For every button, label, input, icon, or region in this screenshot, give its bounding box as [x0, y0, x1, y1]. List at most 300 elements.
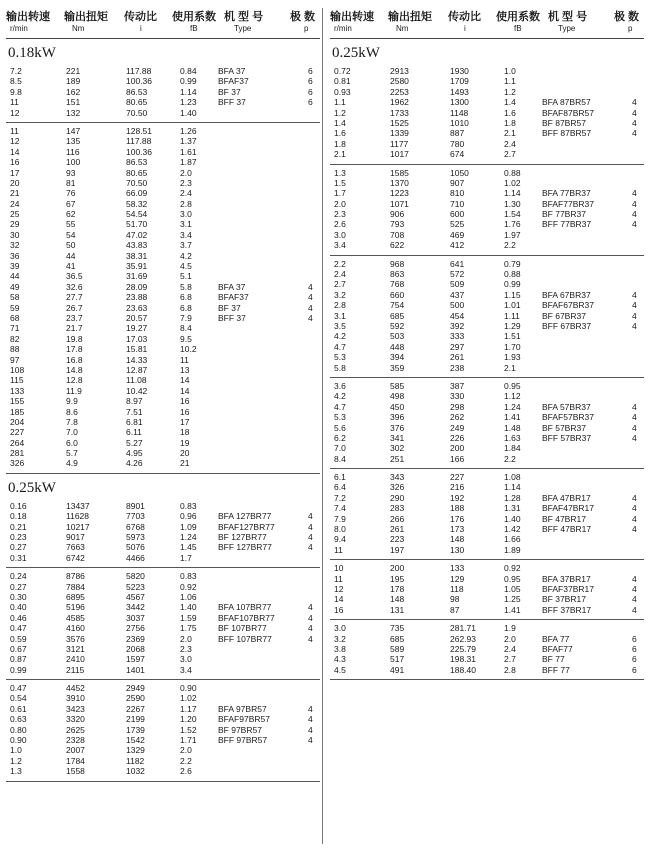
factor-cell: 2.3 — [180, 177, 192, 188]
factor-cell: 1.59 — [180, 612, 197, 623]
factor-cell: 2.1 — [504, 362, 516, 373]
column-divider — [322, 8, 323, 844]
pole-list — [308, 602, 313, 644]
ratio-cell: 80.65 — [126, 167, 148, 178]
ratio-cell: 12.87 — [126, 364, 148, 375]
table-row — [6, 735, 320, 745]
table-row — [6, 126, 320, 136]
torque-cell: 1525 — [390, 117, 409, 128]
factor-cell: 6.8 — [180, 302, 192, 313]
table-row — [330, 108, 644, 118]
ratio-label: 传动比 — [124, 11, 157, 23]
torque-cell: 26.7 — [66, 302, 83, 313]
factor-cell: 2.2 — [504, 240, 516, 251]
gearbox-group — [330, 256, 644, 378]
speed-cell: 8.4 — [334, 453, 346, 464]
torque-cell: 7.0 — [66, 427, 78, 438]
ratio-cell: 1542 — [126, 735, 145, 746]
ratio-cell: 780 — [450, 138, 465, 149]
ratio-cell: 148 — [450, 534, 465, 545]
torque-cell: 223 — [390, 534, 405, 545]
ratio-cell: 20.57 — [126, 312, 148, 323]
torque-cell: 754 — [390, 300, 405, 311]
pole-count: 6 — [308, 76, 313, 87]
model-type: BFA 37 — [218, 281, 246, 292]
factor-cell: 1.14 — [504, 482, 521, 493]
factor-label: 使用系数 — [496, 11, 540, 23]
speed-cell: 0.61 — [10, 703, 27, 714]
factor-cell: 1.7 — [180, 552, 192, 563]
table-row — [330, 634, 644, 644]
torque-cell: 4.9 — [66, 458, 78, 469]
factor-cell: 5.8 — [180, 281, 192, 292]
factor-cell: 0.83 — [180, 571, 197, 582]
model-type: BFF 107BR77 — [218, 633, 272, 644]
model-type: BF 47BR17 — [542, 513, 586, 524]
pole-count: 4 — [308, 703, 313, 714]
torque-cell: 13437 — [66, 500, 90, 511]
speed-cell: 281 — [10, 448, 25, 459]
ratio-cell: 1597 — [126, 654, 145, 665]
model-unit: Type — [558, 24, 576, 33]
factor-cell: 1.9 — [504, 623, 516, 634]
gearbox-group — [6, 680, 320, 782]
speed-cell: 25 — [10, 209, 20, 220]
model-list — [218, 66, 249, 108]
speed-cell: 10 — [334, 563, 344, 574]
pole-list — [308, 511, 313, 553]
torque-cell: 10217 — [66, 521, 90, 532]
model-list — [218, 282, 249, 324]
speed-cell: 2.8 — [334, 300, 346, 311]
model-list — [218, 704, 270, 746]
pole-count: 4 — [632, 219, 637, 230]
ratio-cell: 216 — [450, 482, 465, 493]
pole-count: 4 — [632, 117, 637, 128]
torque-cell: 14.8 — [66, 364, 83, 375]
factor-cell: 1.31 — [504, 503, 521, 514]
table-row — [6, 219, 320, 229]
ratio-cell: 8.97 — [126, 396, 143, 407]
torque-cell: 6.0 — [66, 437, 78, 448]
model-type: BFF 77BR37 — [542, 219, 592, 230]
factor-cell: 1.08 — [504, 472, 521, 483]
speed-cell: 0.63 — [10, 714, 27, 725]
ratio-cell: 5076 — [126, 542, 145, 553]
ratio-cell: 572 — [450, 269, 465, 280]
ratio-cell: 19.27 — [126, 323, 148, 334]
table-row — [6, 417, 320, 427]
torque-cell: 1071 — [390, 198, 409, 209]
torque-cell: 8786 — [66, 571, 85, 582]
factor-cell: 1.17 — [180, 703, 197, 714]
table-row — [330, 391, 644, 401]
ratio-cell: 176 — [450, 513, 465, 524]
table-row — [330, 563, 644, 573]
torque-cell: 1339 — [390, 128, 409, 139]
pole-list — [632, 634, 637, 676]
ratio-cell: 225.79 — [450, 643, 476, 654]
torque-cell: 54 — [66, 229, 76, 240]
model-type: BF 107BR77 — [218, 623, 267, 634]
factor-cell: 1.28 — [504, 492, 521, 503]
speed-cell: 0.99 — [10, 664, 27, 675]
torque-cell: 2253 — [390, 86, 409, 97]
ratio-cell: 58.32 — [126, 198, 148, 209]
factor-cell: 1.40 — [180, 107, 197, 118]
table-row — [6, 355, 320, 365]
factor-cell: 2.7 — [504, 149, 516, 160]
table-row — [330, 300, 644, 310]
table-row — [330, 524, 644, 534]
pole-count: 6 — [632, 633, 637, 644]
ratio-cell: 38.31 — [126, 250, 148, 261]
ratio-cell: 674 — [450, 149, 465, 160]
factor-cell: 0.99 — [180, 76, 197, 87]
ratio-cell: 454 — [450, 310, 465, 321]
ratio-cell: 641 — [450, 258, 465, 269]
ratio-unit: i — [140, 24, 142, 33]
speed-cell: 1.5 — [334, 177, 346, 188]
factor-cell: 1.37 — [180, 136, 197, 147]
torque-cell: 1223 — [390, 188, 409, 199]
speed-cell: 4.7 — [334, 341, 346, 352]
pole-count: 4 — [308, 302, 313, 313]
model-type: BFF 57BR37 — [542, 432, 592, 443]
model-type: BF 57BR37 — [542, 422, 586, 433]
factor-unit: fB — [190, 24, 198, 33]
speed-cell: 3.2 — [334, 289, 346, 300]
ratio-cell: 23.63 — [126, 302, 148, 313]
ratio-cell: 261 — [450, 352, 465, 363]
factor-cell: 2.0 — [180, 633, 192, 644]
table-row — [330, 259, 644, 269]
table-row — [330, 219, 644, 229]
factor-cell: 1.30 — [504, 198, 521, 209]
factor-cell: 1.26 — [180, 125, 197, 136]
ratio-cell: 7703 — [126, 511, 145, 522]
factor-cell: 16 — [180, 396, 190, 407]
speed-cell: 68 — [10, 312, 20, 323]
torque-cell: 685 — [390, 633, 405, 644]
ratio-cell: 238 — [450, 362, 465, 373]
speed-cell: 97 — [10, 354, 20, 365]
speed-cell: 20 — [10, 177, 20, 188]
torque-cell: 326 — [390, 482, 405, 493]
speed-cell: 3.5 — [334, 320, 346, 331]
model-type: BFAF67BR37 — [542, 300, 594, 311]
pole-list — [308, 66, 313, 108]
table-row — [6, 209, 320, 219]
ratio-cell: 87 — [450, 604, 460, 615]
factor-cell: 2.0 — [504, 633, 516, 644]
torque-cell: 503 — [390, 331, 405, 342]
ratio-cell: 15.81 — [126, 344, 148, 355]
speed-cell: 36 — [10, 250, 20, 261]
torque-cell: 1733 — [390, 107, 409, 118]
factor-cell: 1.41 — [504, 604, 521, 615]
torque-cell: 11628 — [66, 511, 90, 522]
factor-cell: 1.70 — [504, 341, 521, 352]
gearbox-group — [330, 620, 644, 680]
ratio-cell: 86.53 — [126, 86, 148, 97]
speed-cell: 21 — [10, 188, 20, 199]
poles-unit: p — [304, 24, 309, 33]
pole-count: 4 — [632, 321, 637, 331]
table-row — [330, 381, 644, 391]
table-row — [330, 66, 644, 76]
speed-cell: 0.18 — [10, 511, 27, 522]
power-section-title: 0.25kW — [8, 479, 56, 496]
pole-count: 4 — [308, 292, 313, 303]
torque-cell: 2625 — [66, 724, 85, 735]
ratio-cell: 118 — [450, 583, 464, 594]
ratio-cell: 133 — [450, 563, 465, 574]
ratio-cell: 2199 — [126, 714, 145, 725]
table-row — [6, 427, 320, 437]
factor-cell: 3.0 — [180, 209, 192, 220]
speed-cell: 6.1 — [334, 472, 346, 483]
ratio-cell: 281.71 — [450, 623, 476, 634]
ratio-cell: 226 — [450, 432, 465, 443]
factor-cell: 1.61 — [180, 146, 197, 157]
model-type: BFAF87BR57 — [542, 107, 594, 118]
table-row — [6, 136, 320, 146]
factor-cell: 1.89 — [504, 544, 521, 555]
pole-count: 4 — [308, 612, 313, 623]
table-row — [6, 230, 320, 240]
factor-cell: 1.06 — [180, 591, 197, 602]
ratio-cell: 31.69 — [126, 271, 148, 282]
model-type: BFAF37BR17 — [542, 583, 594, 594]
torque-cell: 589 — [390, 643, 405, 654]
torque-cell: 3320 — [66, 714, 85, 725]
speed-cell: 88 — [10, 344, 20, 355]
speed-cell: 0.24 — [10, 571, 27, 582]
torque-cell: 266 — [390, 513, 405, 524]
model-type: BFAF97BR57 — [218, 714, 270, 725]
model-type: BFF 67BR37 — [542, 321, 592, 331]
ratio-unit: i — [464, 24, 466, 33]
gearbox-group — [330, 560, 644, 620]
table-row — [330, 269, 644, 279]
torque-cell: 1177 — [390, 138, 409, 149]
ratio-cell: 227 — [450, 472, 465, 483]
factor-cell: 4.5 — [180, 261, 192, 272]
torque-cell: 906 — [390, 209, 405, 220]
ratio-cell: 4.26 — [126, 458, 143, 469]
table-row — [6, 323, 320, 333]
table-row — [330, 584, 644, 594]
ratio-cell: 4567 — [126, 591, 145, 602]
torque-cell: 7884 — [66, 581, 85, 592]
pole-count: 4 — [632, 97, 637, 108]
model-type: BF 127BR77 — [218, 532, 267, 543]
model-type: BFA 77BR37 — [542, 188, 591, 199]
torque-cell: 793 — [390, 219, 405, 230]
pole-list — [632, 97, 637, 139]
speed-cell: 8.5 — [10, 76, 22, 87]
torque-cell: 19.8 — [66, 333, 83, 344]
speed-cell: 12 — [334, 583, 344, 594]
table-row — [330, 149, 644, 159]
torque-cell: 3910 — [66, 693, 85, 704]
pole-count: 4 — [308, 313, 313, 324]
model-type: BF 87BR57 — [542, 117, 586, 128]
gearbox-group — [330, 469, 644, 560]
ratio-cell: 166 — [450, 453, 465, 464]
torque-cell: 660 — [390, 289, 405, 300]
speed-cell: 58 — [10, 292, 20, 303]
table-row — [330, 623, 644, 633]
table-row — [6, 178, 320, 188]
table-row — [330, 342, 644, 352]
speed-cell: 11 — [10, 97, 19, 108]
torque-cell: 768 — [390, 279, 405, 290]
speed-unit: r/min — [10, 24, 28, 33]
table-row — [6, 303, 320, 313]
model-type: BFAF47BR17 — [542, 503, 594, 514]
ratio-cell: 129 — [450, 573, 465, 584]
torque-cell: 2913 — [390, 66, 409, 76]
ratio-cell: 192 — [450, 492, 465, 503]
speed-cell: 326 — [10, 458, 25, 469]
table-row — [6, 365, 320, 375]
factor-cell: 1.02 — [504, 177, 521, 188]
speed-cell: 1.2 — [334, 107, 346, 118]
torque-cell: 735 — [390, 623, 405, 634]
model-type: BF 37 — [218, 86, 241, 97]
torque-cell: 2328 — [66, 735, 85, 746]
model-type: BFA 37 — [218, 66, 246, 76]
ratio-cell: 333 — [450, 331, 465, 342]
factor-cell: 0.83 — [180, 500, 197, 511]
table-row — [330, 331, 644, 341]
torque-cell: 36.5 — [66, 271, 83, 282]
ratio-cell: 600 — [450, 209, 465, 220]
table-row — [330, 493, 644, 503]
table-row — [6, 271, 320, 281]
factor-cell: 21 — [180, 458, 190, 469]
speed-cell: 133 — [10, 385, 25, 396]
factor-cell: 1.20 — [180, 714, 197, 725]
speed-cell: 0.27 — [10, 581, 27, 592]
torque-cell: 5196 — [66, 602, 85, 613]
ratio-cell: 887 — [450, 128, 465, 139]
model-unit: Type — [234, 24, 252, 33]
table-row — [6, 704, 320, 714]
table-row — [330, 240, 644, 250]
factor-cell: 2.4 — [504, 138, 516, 149]
speed-cell: 204 — [10, 416, 25, 427]
torque-cell: 283 — [390, 503, 405, 514]
table-row — [6, 766, 320, 776]
model-list — [542, 634, 573, 676]
table-row — [6, 582, 320, 592]
table-row — [330, 188, 644, 198]
table-row — [6, 292, 320, 302]
speed-cell: 4.2 — [334, 391, 346, 402]
ratio-cell: 200 — [450, 443, 465, 454]
factor-cell: 1.52 — [180, 724, 197, 735]
gearbox-group — [330, 378, 644, 469]
model-type: BF 37 — [218, 302, 241, 313]
ratio-cell: 262 — [450, 412, 465, 423]
pole-count: 4 — [632, 583, 637, 594]
table-row — [6, 725, 320, 735]
table-row — [6, 375, 320, 385]
speed-cell: 1.1 — [334, 97, 346, 108]
speed-cell: 4.7 — [334, 401, 346, 412]
table-row — [330, 412, 644, 422]
table-row — [6, 386, 320, 396]
table-row — [330, 605, 644, 615]
factor-cell: 1.05 — [504, 583, 521, 594]
table-row — [6, 665, 320, 675]
table-row — [6, 168, 320, 178]
ratio-cell: 710 — [450, 198, 465, 209]
ratio-cell: 28.09 — [126, 281, 148, 292]
factor-cell: 1.97 — [504, 229, 521, 240]
speed-cell: 0.23 — [10, 532, 27, 543]
table-row — [6, 683, 320, 693]
ratio-cell: 2949 — [126, 683, 145, 694]
speed-cell: 7.4 — [334, 503, 346, 514]
ratio-cell: 198.31 — [450, 654, 476, 665]
ratio-cell: 298 — [450, 401, 465, 412]
torque-cell: 62 — [66, 209, 76, 220]
pole-count: 4 — [632, 492, 637, 503]
table-row — [6, 592, 320, 602]
torque-cell: 147 — [66, 125, 81, 136]
speed-cell: 0.81 — [334, 76, 351, 87]
torque-cell: 290 — [390, 492, 405, 503]
pole-count: 4 — [308, 281, 313, 292]
factor-cell: 0.95 — [504, 380, 521, 391]
model-list — [542, 402, 594, 444]
torque-cell: 968 — [390, 258, 405, 269]
pole-count: 4 — [632, 432, 637, 443]
ratio-cell: 2068 — [126, 643, 145, 654]
torque-cell: 93 — [66, 167, 76, 178]
speed-cell: 0.72 — [334, 66, 351, 76]
pole-count: 4 — [632, 300, 637, 311]
model-type: BFA 127BR77 — [218, 511, 272, 522]
speed-cell: 44 — [10, 271, 20, 282]
table-row — [6, 571, 320, 581]
factor-cell: 1.93 — [504, 352, 521, 363]
factor-cell: 1.1 — [504, 76, 516, 87]
factor-cell: 1.25 — [504, 594, 521, 605]
factor-cell: 1.23 — [180, 97, 197, 108]
factor-cell: 4.2 — [180, 250, 192, 261]
speed-cell: 30 — [10, 229, 20, 240]
speed-cell: 0.90 — [10, 735, 27, 746]
table-row — [330, 665, 644, 675]
torque-cell: 1370 — [390, 177, 409, 188]
speed-cell: 2.3 — [334, 209, 346, 220]
torque-cell: 1585 — [390, 167, 409, 178]
speed-cell: 5.3 — [334, 352, 346, 363]
ratio-cell: 5223 — [126, 581, 145, 592]
factor-cell: 1.6 — [504, 107, 516, 118]
table-row — [330, 454, 644, 464]
pole-count: 6 — [632, 654, 637, 665]
factor-cell: 2.0 — [180, 167, 192, 178]
torque-cell: 7.8 — [66, 416, 78, 427]
table-row — [6, 282, 320, 292]
speed-cell: 0.67 — [10, 643, 27, 654]
